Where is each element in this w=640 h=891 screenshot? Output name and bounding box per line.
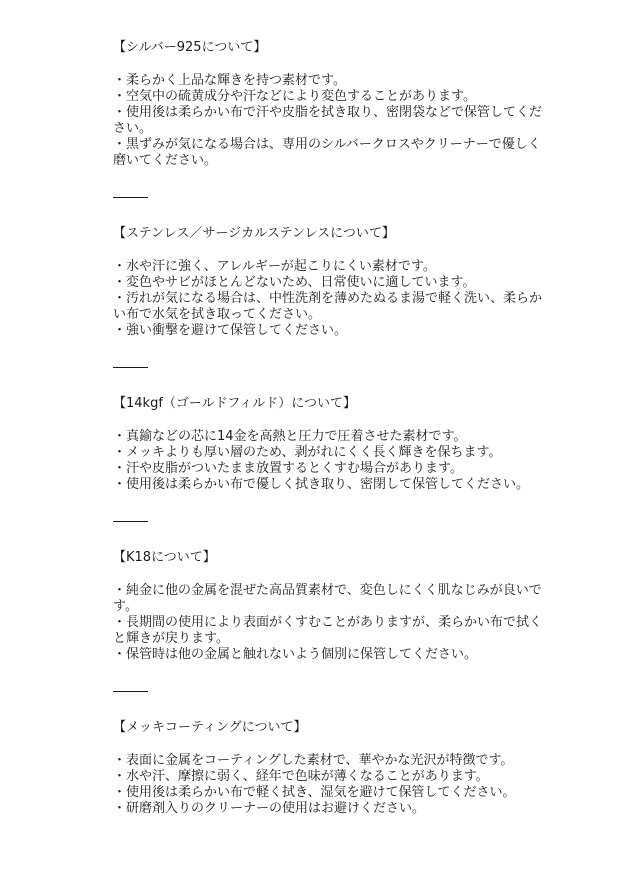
section-k18 <box>113 550 543 663</box>
bullet-list <box>113 429 543 493</box>
list-item: ・研磨剤入りのクリーナーの使用はお避けください。 <box>113 801 426 816</box>
list-item: ・汚れが気になる場合は、中性洗剤を薄めたぬるま湯で軽く洗い、柔らかい布で水気を拭き取ってください。 <box>113 291 543 322</box>
list-item: ・使用後は柔らかい布で軽く拭き、湿気を避けて保管してください。 <box>113 785 516 800</box>
list-item: ・使用後は柔らかい布で汗や皮脂を拭き取り、密閉袋などで保管してください。 <box>113 105 543 136</box>
list-item: ・真鍮などの芯に14金を高熱と圧力で圧着させた素材です。 <box>113 429 467 444</box>
section-heading: 【メッキコーティングについて】 <box>113 720 307 735</box>
bullet-list <box>113 583 543 663</box>
bullet-list <box>113 73 543 169</box>
list-item: ・黒ずみが気になる場合は、専用のシルバークロスやクリーナーで優しく磨いてください。 <box>113 137 541 168</box>
list-item: ・使用後は柔らかい布で優しく拭き取り、密閉して保管してください。 <box>113 477 530 492</box>
list-item: ・水や汗に強く、アレルギーが起こりにくい素材です。 <box>113 259 436 274</box>
section-plating <box>113 720 543 817</box>
list-item: ・空気中の硫黄成分や汗などにより変色することがあります。 <box>113 89 476 104</box>
list-item: ・純金に他の金属を混ぜた高品質素材で、変色しにくく肌なじみが良いです。 <box>113 583 542 614</box>
list-item: ・強い衝撃を避けて保管してください。 <box>113 323 348 338</box>
list-item: ・長期間の使用により表面がくすむことがありますが、柔らかい布で拭くと輝きが戻ります。 <box>113 615 543 646</box>
section-stainless <box>113 226 543 339</box>
section-heading: 【K18について】 <box>113 550 216 565</box>
section-14kgf <box>113 396 543 493</box>
list-item: ・汗や皮脂がついたまま放置するとくすむ場合があります。 <box>113 461 463 476</box>
section-heading: 【シルバー925について】 <box>113 40 267 55</box>
bullet-list <box>113 753 543 817</box>
list-item: ・保管時は他の金属と触れないよう個別に保管してください。 <box>113 647 478 662</box>
list-item: ・柔らかく上品な輝きを持つ素材です。 <box>113 73 346 88</box>
list-item: ・メッキよりも厚い層のため、剥がれにくく長く輝きを保ちます。 <box>113 445 502 460</box>
bullet-list <box>113 259 543 339</box>
list-item: ・変色やサビがほとんどないため、日常使いに適しています。 <box>113 275 476 290</box>
section-heading: 【ステンレス／サージカルステンレスについて】 <box>113 226 395 241</box>
list-item: ・表面に金属をコーティングした素材で、華やかな光沢が特徴です。 <box>113 753 514 768</box>
list-item: ・水や汗、摩擦に弱く、経年で色味が薄くなることがあります。 <box>113 769 489 784</box>
section-silver925 <box>113 40 543 169</box>
care-guide-document <box>113 40 543 817</box>
section-heading: 【14kgf（ゴールドフィルド）について】 <box>113 396 356 411</box>
